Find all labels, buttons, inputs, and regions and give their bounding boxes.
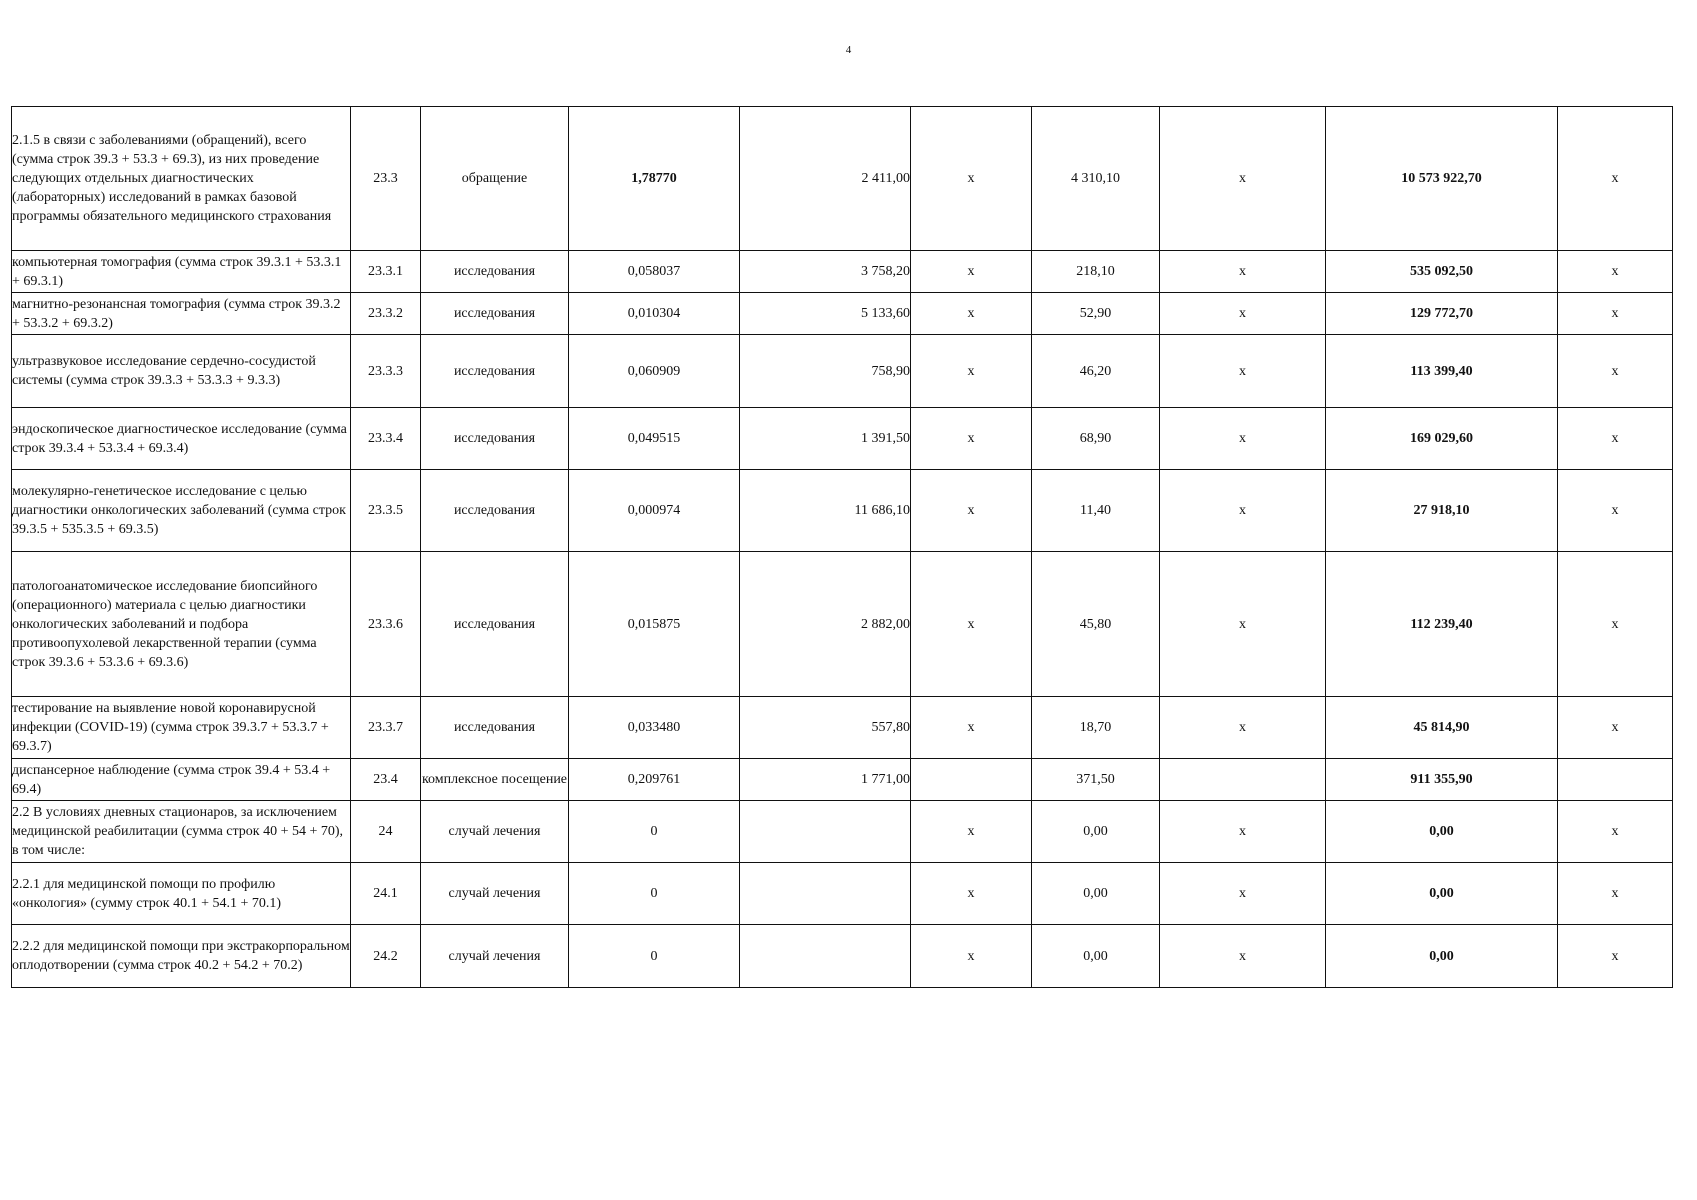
row-col6: х: [911, 863, 1032, 925]
row-description: патологоанатомическое исследование биопсийного (операционного) материала с целью диагностики онкологических заболеваний и подбора противоопухолевой лекарственной терапии (сумма строк 39.3.6 + 53.3.6 + 69.3.6): [12, 552, 351, 697]
table-row: [12, 552, 1673, 697]
row-col8: х: [1160, 697, 1326, 759]
row-col9: 129 772,70: [1326, 293, 1558, 335]
row-col10: х: [1558, 408, 1673, 470]
row-code: 23.3.6: [351, 552, 421, 697]
row-code: 23.3.5: [351, 470, 421, 552]
row-unit: исследования: [421, 408, 569, 470]
row-col7: 4 310,10: [1032, 107, 1160, 251]
row-code: 23.3.7: [351, 697, 421, 759]
row-col8: х: [1160, 801, 1326, 863]
row-cost: 11 686,10: [740, 470, 911, 552]
row-description: диспансерное наблюдение (сумма строк 39.4 + 53.4 + 69.4): [12, 759, 351, 801]
row-unit: случай лечения: [421, 801, 569, 863]
row-col7: 0,00: [1032, 863, 1160, 925]
row-col8: х: [1160, 251, 1326, 293]
row-col7: 45,80: [1032, 552, 1160, 697]
row-col9: 113 399,40: [1326, 335, 1558, 408]
row-cost: 2 411,00: [740, 107, 911, 251]
row-col9: 535 092,50: [1326, 251, 1558, 293]
row-col9: 169 029,60: [1326, 408, 1558, 470]
row-description: эндоскопическое диагностическое исследование (сумма строк 39.3.4 + 53.3.4 + 69.3.4): [12, 408, 351, 470]
row-unit: случай лечения: [421, 863, 569, 925]
row-cost: [740, 863, 911, 925]
row-col7: 371,50: [1032, 759, 1160, 801]
row-col8: х: [1160, 408, 1326, 470]
row-col9: 0,00: [1326, 863, 1558, 925]
row-unit: исследования: [421, 697, 569, 759]
row-col6: х: [911, 552, 1032, 697]
row-col9: 911 355,90: [1326, 759, 1558, 801]
row-col7: 11,40: [1032, 470, 1160, 552]
table-row: [12, 925, 1673, 988]
row-unit: исследования: [421, 293, 569, 335]
row-col8: х: [1160, 863, 1326, 925]
row-col10: х: [1558, 863, 1673, 925]
row-code: 24.2: [351, 925, 421, 988]
row-unit: исследования: [421, 335, 569, 408]
row-col10: х: [1558, 925, 1673, 988]
row-unit: исследования: [421, 251, 569, 293]
row-unit: исследования: [421, 470, 569, 552]
row-cost: 758,90: [740, 335, 911, 408]
table-row: [12, 697, 1673, 759]
row-col8: х: [1160, 107, 1326, 251]
row-col6: х: [911, 107, 1032, 251]
row-cost: [740, 801, 911, 863]
row-col9: 112 239,40: [1326, 552, 1558, 697]
table-row: [12, 293, 1673, 335]
row-norm: 0,000974: [569, 470, 740, 552]
row-norm: 0: [569, 863, 740, 925]
row-code: 23.4: [351, 759, 421, 801]
row-norm: 1,78770: [569, 107, 740, 251]
row-col8: х: [1160, 470, 1326, 552]
row-col6: х: [911, 335, 1032, 408]
row-code: 24: [351, 801, 421, 863]
row-col8: [1160, 759, 1326, 801]
row-code: 24.1: [351, 863, 421, 925]
row-cost: 3 758,20: [740, 251, 911, 293]
row-col7: 46,20: [1032, 335, 1160, 408]
row-cost: 2 882,00: [740, 552, 911, 697]
row-col7: 0,00: [1032, 925, 1160, 988]
row-col7: 18,70: [1032, 697, 1160, 759]
row-col6: [911, 759, 1032, 801]
row-norm: 0,010304: [569, 293, 740, 335]
row-description: 2.2 В условиях дневных стационаров, за исключением медицинской реабилитации (сумма строк 40 + 54 + 70), в том числе:: [12, 801, 351, 863]
row-col10: х: [1558, 107, 1673, 251]
row-col6: х: [911, 801, 1032, 863]
row-col10: х: [1558, 335, 1673, 408]
row-norm: 0,058037: [569, 251, 740, 293]
row-cost: 1 391,50: [740, 408, 911, 470]
table-row: [12, 470, 1673, 552]
row-code: 23.3.1: [351, 251, 421, 293]
row-col6: х: [911, 293, 1032, 335]
row-norm: 0,060909: [569, 335, 740, 408]
row-col10: х: [1558, 470, 1673, 552]
page-number: 4: [845, 44, 852, 56]
row-unit: обращение: [421, 107, 569, 251]
row-col9: 45 814,90: [1326, 697, 1558, 759]
row-col7: 68,90: [1032, 408, 1160, 470]
row-cost: [740, 925, 911, 988]
row-cost: 1 771,00: [740, 759, 911, 801]
row-col10: х: [1558, 552, 1673, 697]
row-col8: х: [1160, 925, 1326, 988]
row-description: магнитно-резонансная томография (сумма строк 39.3.2 + 53.3.2 + 69.3.2): [12, 293, 351, 335]
row-norm: 0,033480: [569, 697, 740, 759]
row-col10: х: [1558, 801, 1673, 863]
row-col9: 10 573 922,70: [1326, 107, 1558, 251]
row-description: молекулярно-генетическое исследование с целью диагностики онкологических заболеваний (сумма строк 39.3.5 + 535.3.5 + 69.3.5): [12, 470, 351, 552]
row-col7: 0,00: [1032, 801, 1160, 863]
row-col10: х: [1558, 251, 1673, 293]
row-unit: исследования: [421, 552, 569, 697]
row-col10: х: [1558, 293, 1673, 335]
row-col8: х: [1160, 335, 1326, 408]
table-row: [12, 759, 1673, 801]
row-col6: х: [911, 925, 1032, 988]
row-col9: 0,00: [1326, 801, 1558, 863]
row-description: тестирование на выявление новой коронавирусной инфекции (COVID-19) (сумма строк 39.3.7 + 53.3.7 + 69.3.7): [12, 697, 351, 759]
row-col6: х: [911, 470, 1032, 552]
row-cost: 557,80: [740, 697, 911, 759]
row-code: 23.3.4: [351, 408, 421, 470]
row-norm: 0,049515: [569, 408, 740, 470]
row-norm: 0,015875: [569, 552, 740, 697]
row-col8: х: [1160, 293, 1326, 335]
row-unit: комплексное посещение: [421, 759, 569, 801]
row-norm: 0: [569, 801, 740, 863]
row-norm: 0: [569, 925, 740, 988]
table-row: [12, 408, 1673, 470]
row-description: 2.1.5 в связи с заболеваниями (обращений), всего (сумма строк 39.3 + 53.3 + 69.3), из них проведение следующих отдельных диагностических (лабораторных) исследований в рамках базовой программы обязательного медицинского страхования: [12, 107, 351, 251]
row-col9: 27 918,10: [1326, 470, 1558, 552]
row-col6: х: [911, 697, 1032, 759]
table-row: [12, 801, 1673, 863]
row-col8: х: [1160, 552, 1326, 697]
table-row: [12, 863, 1673, 925]
row-col10: [1558, 759, 1673, 801]
tariff-table: [11, 106, 1673, 988]
row-description: 2.2.2 для медицинской помощи при экстракорпоральном оплодотворении (сумма строк 40.2 + 54.2 + 70.2): [12, 925, 351, 988]
row-code: 23.3.2: [351, 293, 421, 335]
row-norm: 0,209761: [569, 759, 740, 801]
row-col7: 218,10: [1032, 251, 1160, 293]
row-description: ультразвуковое исследование сердечно-сосудистой системы (сумма строк 39.3.3 + 53.3.3 + 9.3.3): [12, 335, 351, 408]
table-row: [12, 251, 1673, 293]
table-row: [12, 107, 1673, 251]
row-col7: 52,90: [1032, 293, 1160, 335]
row-cost: 5 133,60: [740, 293, 911, 335]
row-code: 23.3.3: [351, 335, 421, 408]
row-col9: 0,00: [1326, 925, 1558, 988]
row-code: 23.3: [351, 107, 421, 251]
row-description: 2.2.1 для медицинской помощи по профилю «онкология» (сумму строк 40.1 + 54.1 + 70.1): [12, 863, 351, 925]
row-col6: х: [911, 251, 1032, 293]
row-unit: случай лечения: [421, 925, 569, 988]
row-col6: х: [911, 408, 1032, 470]
row-description: компьютерная томография (сумма строк 39.3.1 + 53.3.1 + 69.3.1): [12, 251, 351, 293]
table-row: [12, 335, 1673, 408]
row-col10: х: [1558, 697, 1673, 759]
